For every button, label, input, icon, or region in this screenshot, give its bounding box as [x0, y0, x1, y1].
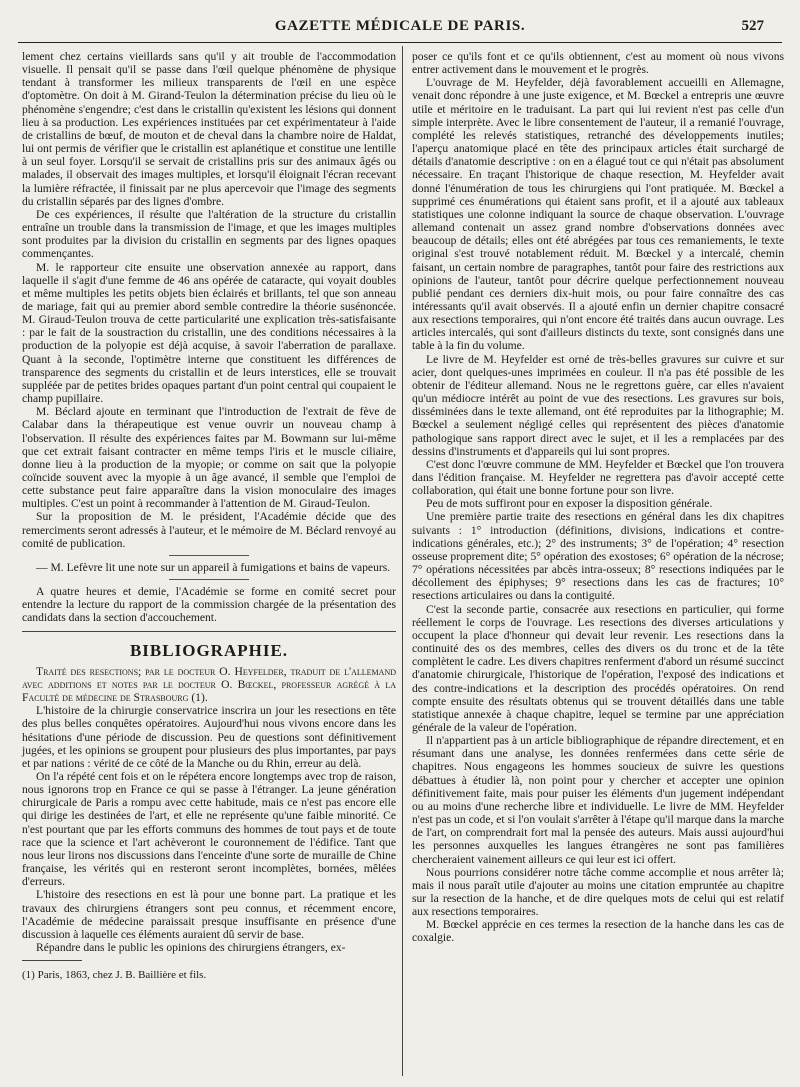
paragraph: C'est donc l'œuvre commune de MM. Heyfelder et Bœckel que l'on trouvera dans l'édition française. M. Heyfelder ne regrettera pas d'avoir accepté cette collaboration, qui était une bonne fortune pour son livre. [412, 457, 784, 498]
column-divider [402, 46, 403, 1076]
paragraph: M. Béclard ajoute en terminant que l'introduction de l'extrait de fève de Calabar dans la thérapeutique est venue ouvrir un nouveau champ à l'observation. Il résulte des expériences faites par M. Bowmann sur lui-même que cet extrait faisant contracter en même temps l'iris et le muscle ciliaire, donne lieu à la production de la myopie; or comme on sait que la polyopie coïncide souvent avec la myopie à un âge avancé, il semble que l'emploi de cette substance peut faire apparaître dans la vision monoculaire des images multiples. C'est un point à recommander à l'attention de M. Giraud-Teulon. [22, 405, 396, 511]
paragraph: L'ouvrage de M. Heyfelder, déjà favorablement accueilli en Allemagne, venait donc répondre à une juste exigence, et M. Bœckel a entrepris une œuvre utile et méritoire en le traduisant. La part qui lui revient n'est pas celle d'un simple interprète. Avec le libre consentement de l'auteur, il a remanié l'ouvrage, complété les relevés statistiques, retranché des développements inutiles; l'aperçu anatomique placé en tête des principaux articles était surchargé de détails d'anatomie descriptive : on en a élagué tout ce qui n'était pas absolument nécessaire. En traçant l'historique de chaque resection, M. Heyfelder avait donné l'énumération de tous les chirurgiens qui l'ont pratiquée. M. Bœckel a supprimé ces énumérations qui étaient sans profit, et il a ajouté aux tableaux statistiques une colonne indiquant la source de chaque observation. L'ouvrage allemand contenait un assez grand nombre d'observations données avec beaucoup de détails; elles ont été abrégées par tous ces remaniements, le texte original s'est trouvé notablement réduit. M. Bœckel y a intercalé, chemin faisant, un certain nombre de paragraphes, tantôt pour faire des restrictions aux opinions de l'auteur, tantôt pour décrire quelque perfectionnement nouveau publié pendant ces derniers dix-huit mois, ou pour faire connaître des cas intéressants qu'il avait observés. Il a ajouté enfin un dernier chapitre consacré aux resections temporaires, qui n'ont encore été traités dans aucun ouvrage. Les articles intercalés, qui sont d'ailleurs distincts du texte, sont consignés dans une table à la fin du volume. [412, 76, 784, 353]
separator [169, 579, 249, 580]
paragraph: Nous pourrions considérer notre tâche comme accomplie et nous arrêter là; mais il nous paraît utile d'ajouter au moins une citation empruntée au chapitre sur la resection de la hanche, et de dire quelques mots de celui qui est relatif aux resections temporaires. [412, 865, 784, 919]
paragraph: M. le rapporteur cite ensuite une observation annexée au rapport, dans laquelle il s'agit d'une femme de 46 ans opérée de cataracte, qui voyait doubles et même multiples les petits objets bien éclairés et brillants, tel que son anneau de mariage, fait qui au premier abord semble contredire la théorie susénoncée. M. Giraud-Teulon trouva de cette particularité une explication très-satisfaisante : par le fait de la soustraction du cristallin, une des conditions nécessaires à la production de la polyopie est déjà acquise, à savoir l'aberration de parallaxe. Quant à la seconde, l'optimètre interne que constituent les différences de transparence des segments du cristallin et de leurs interstices, elle se trouvait suppléée par de petites brides opaques partant d'un point central qui coupaient le champ pupillaire. [22, 260, 396, 406]
paragraph: C'est la seconde partie, consacrée aux resections en particulier, qui forme réellement le corps de l'ouvrage. Les resections des diverses articulations y occupent la place d'honneur qui devait leur revenir. Les resections dans la continuité des os des membres, celles des divers os du tronc et de la tête complètent le cadre. Les divers chapitres renferment d'abord un résumé succinct d'anatomie chirurgicale, l'historique de l'opération, l'exposé des indications et des contre-indications et la description des procédés opératoires. On rend compte ensuite des résultats obtenus qui se trouvent détaillés dans une table statistique annexée à chaque chapitre, lequel se termine par une appréciation générale de la valeur de l'opération. [412, 602, 784, 734]
paragraph: Sur la proposition de M. le président, l'Académie décide que des remerciments seront adressés à l'auteur, et le mémoire de M. Béclard renvoyé au comité de publication. [22, 510, 396, 550]
header-rule [18, 42, 782, 43]
paragraph: Il n'appartient pas à un article bibliographique de répandre directement, et en résumant dans une analyse, les données renfermées dans cette série de chapitres. Nous engageons les hommes soucieux de suivre les questions débattues à étudier là, non point pour y chercher et accepter une opinion définitivement faite, mais pour puiser les éléments d'un jugement indépendant ou au moins d'une recherche libre et individuelle. Le livre de MM. Heyfelder n'est pas un code, et si l'on voulait s'arrêter à l'étape qu'il marque dans la marche de l'art, on comprendrait fort mal la pensée des auteurs. Mais aussi aujourd'hui les personnes auxquelles les langues étrangères ne sont pas familières chercheraient vainement ailleurs ce qui leur est ici offert. [412, 734, 784, 866]
paragraph: Une première partie traite des resections en général dans les dix chapitres suivants : 1° introduction (définitions, divisions, indications et contre-indications générales, etc.); 2° des instruments; 3° de l'opération; 4° resection osseuse proprement dite; 5° opération des exostoses; 6° opération de la nécrose; 7° opérations nécessitées par abcès intra-osseux; 8° resections indiquées par le décollement des épiphyses; 9° resections dans les cas de fractures; 10° resections articulaires ou dans la contiguité. [412, 510, 784, 603]
paragraph: Répandre dans le public les opinions des chirurgiens étrangers, ex- [36, 941, 346, 954]
right-column [412, 50, 784, 945]
paragraph: Peu de mots suffiront pour en exposer la disposition générale. [426, 497, 713, 511]
paragraph: M. Bœckel apprécie en ces termes la resection de la hanche dans les cas de coxalgie. [412, 918, 784, 945]
paragraph: De ces expériences, il résulte que l'altération de la structure du cristallin entraîne un trouble dans la transmission de l'image, et que les images multiples sont produites par la division du cristallin en segments par des lignes opaques commençantes. [22, 207, 396, 261]
paragraph: lement chez certains vieillards sans qu'il y ait trouble de l'accommodation visuelle. Il pensait qu'il se passe dans l'œil quelque phénomène de physique tendant à transformer les milieux transparents de l'œil en une espèce d'optomètre. On doit à M. Girand-Teulon la détermination précise du lieu où le phénomène s'engendre; c'est dans le cristallin qu'existent les lésions qui donnent lieu à sa production. Les expériences instituées par cet expérimentateur à l'aide de cristallins de bœuf, de mouton et de cheval dans la chambre noire de Haldat, lui ont permis de vérifier que le cristallin est aplanétique et constitue une lentille à un seul foyer. Lorsqu'il se servait de cristallins pris sur des animaux âgés ou malades, il observait des images multiples, et lorsqu'il éloignait l'écran recevant la lumière réfractée, il finissait par ne plus apercevoir que l'image des segments du cristallin séparés par des lignes d'ombre. [22, 50, 396, 208]
book-citation: Traité des resections; par le docteur O. Heyfelder, traduit de l'allemand avec additions et notes par le docteur O. Bœckel, professeur agrégé à la Faculté de médecine de Strasbourg (1). [22, 664, 396, 705]
paragraph: Le livre de M. Heyfelder est orné de très-belles gravures sur cuivre et sur acier, dont quelques-unes imprimées en couleur. Il n'a pas été possible de les obtenir de l'éditeur allemand. Nous ne le regrettons guère, car elles n'avaient qu'un médiocre intérêt au point de vue des resections. Les gravures sur bois, disséminées dans le texte allemand, ont été reproduites par la lithographie; M. Bœckel a seulement négligé celles qui représentent des pièces d'anatomie pathologique sans rapport direct avec le sujet, et il les a remplacées par des dessins d'instruments et d'appareils qui lui sont propres. [412, 352, 784, 458]
paragraph: A quatre heures et demie, l'Académie se forme en comité secret pour entendre la lecture du rapport de la commission chargée de la présentation des candidats dans la section d'accouchement. [22, 585, 396, 625]
paragraph: L'histoire des resections en est là pour une bonne part. La pratique et les travaux des chirurgiens étrangers sont peu connus, et récemment encore, l'Académie de médecine paraissait presque insuffisante en présence d'une discussion à laquelle ces éléments auraient dû servir de base. [22, 888, 396, 941]
footnote: (1) Paris, 1863, chez J. B. Baillière et fils. [22, 969, 207, 982]
page-number: 527 [741, 18, 764, 34]
left-column [22, 50, 396, 982]
paragraph: — M. Lefèvre lit une note sur un appareil à fumigations et bains de vapeurs. [36, 560, 391, 574]
paragraph: poser ce qu'ils font et ce qu'ils obtiennent, c'est au moment où nous vivons entrer activement dans le mouvement et le progrès. [412, 50, 784, 77]
section-rule [22, 631, 396, 632]
section-title: BIBLIOGRAPHIE. [129, 640, 289, 660]
paragraph: L'histoire de la chirurgie conservatrice inscrira un jour les resections en tête des plus belles conquêtes opératoires. Aujourd'hui nous vivons encore dans les hésitations d'une période de discussion. Peu de questions sont définitivement jugées, et les opinions se groupent pour plusieurs des plus importantes, par pays et par nations : vérité de ce côté de la Manche ou du Rhin, erreur au delà. [22, 704, 396, 770]
page-header [0, 18, 800, 38]
journal-title: GAZETTE MÉDICALE DE PARIS. [274, 18, 526, 34]
paragraph: On l'a répété cent fois et on le répétera encore longtemps avec trop de raison, nous ignorons trop en France ce qui se passe à l'étranger. La jeune génération chirurgicale de Paris a rompu avec cette habitude, mais ce n'est pas encore elle qui dirige les destinées de l'art, et elle ne représente qu'une faible minorité. Ce n'est pourtant que par les efforts communs des hommes de tout pays et de toute race que la science et l'art achèveront le couronnement de l'édifice. Tant que nous leur lirons nos discussions dans l'enceinte d'une sorte de muraille de Chine française, les vérités qui en resteront seront incomplètes, bornées, mêlées d'erreurs. [22, 769, 396, 889]
footnote-rule [22, 960, 82, 961]
separator [169, 555, 249, 556]
